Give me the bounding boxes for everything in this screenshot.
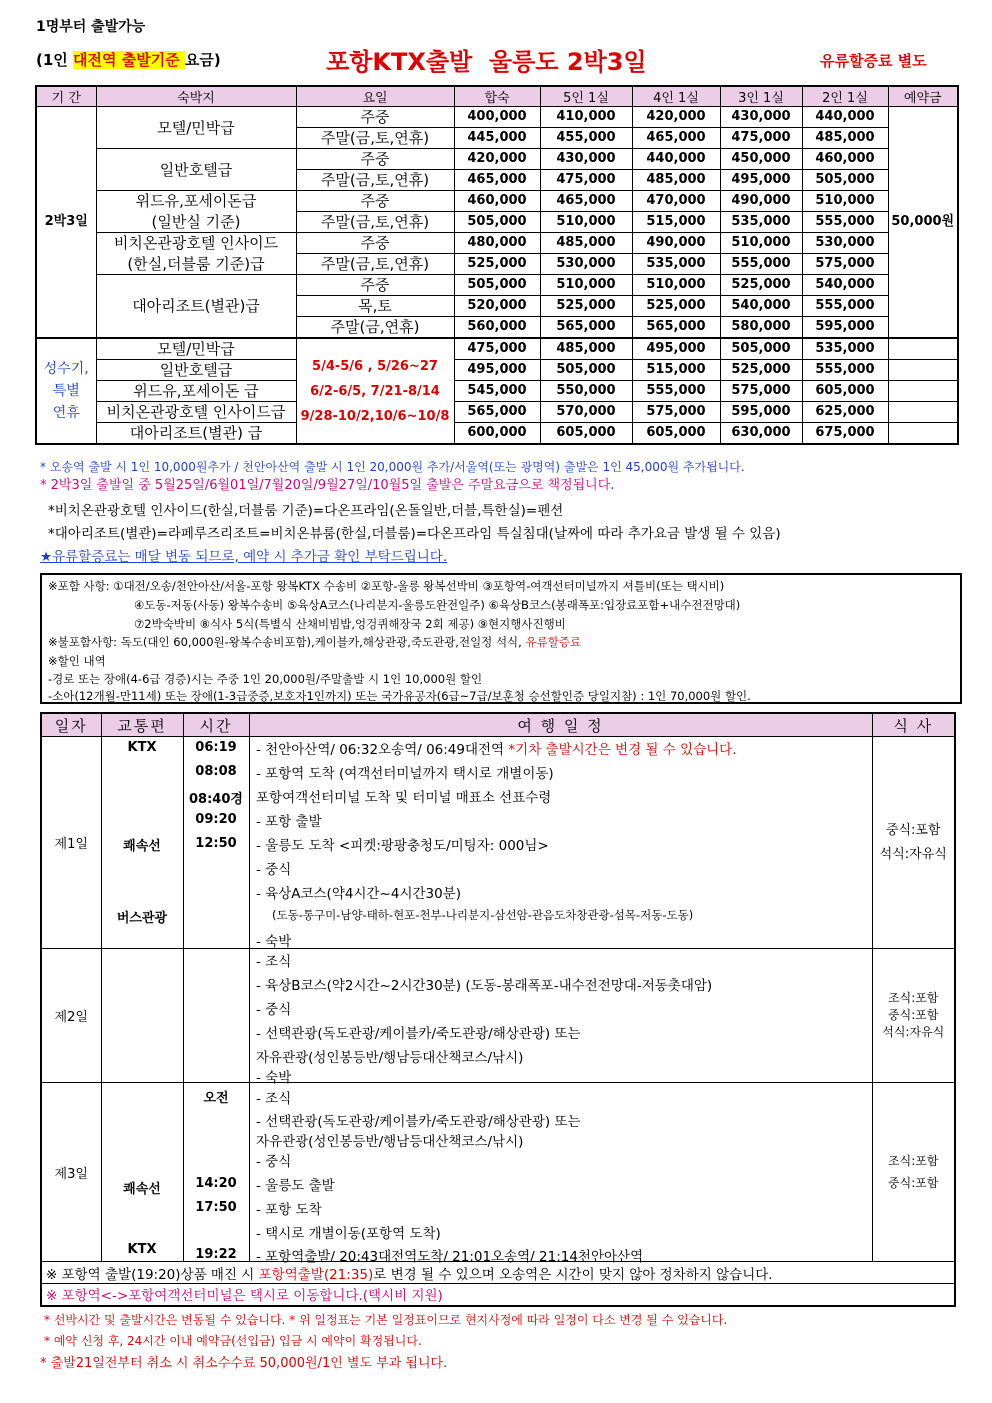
itinerary-text: - 천안아산역/ 06:32오송역/ 06:49대전역 [256,742,509,758]
price-cell: 505,000 [540,360,632,381]
day-cell: 주말(금,토,연휴) [296,128,454,149]
table-row [36,254,958,275]
table-row [36,381,958,402]
time: 오전 [203,1091,229,1106]
day2-label: 제2일 [41,949,101,1083]
price-cell: 560,000 [454,317,540,339]
empty-deposit-cell [888,402,958,423]
itinerary-line: - 중식 [256,862,292,878]
note-station-surcharge: * 오송역 출발 시 1인 10,000원추가 / 천안아산역 출발 시 1인 20,000원 추가/서울역(또는 광명역) 출발은 1인 45,000원 추가됩니다. [40,460,745,474]
price-cell: 550,000 [540,381,632,402]
price-cell: 625,000 [802,402,888,423]
note-daea: *대아리조트(별관)=라페루즈리조트=비치온뷰룸(한실,더블룸)=다온프라임 특실침대(날짜에 따라 추가요금 발생 될 수 있음) [48,526,781,542]
lodging-cell: 위드유,포세이돈급 [96,191,296,212]
time: 17:50 [195,1200,237,1215]
table-row [36,360,958,381]
header-deposit: 예약금 [888,86,958,107]
meal-line: 중식:포함 [885,822,941,838]
day3-label: 제3일 [41,1083,101,1262]
schedule-foot-2: ※ 포항역<->포항여객선터미널은 택시로 이동합니다.(택시비 지원) [41,1284,955,1306]
day1-bus: 버스관광 [116,911,168,926]
price-cell: 485,000 [802,128,888,149]
itinerary-line: - 육상B코스(약2시간~2시간30분) (도동-봉래폭포-내수전전망대-저동촛대암) [256,978,713,994]
header-3p: 3인 1실 [720,86,802,107]
included-line-2: ④도동-저동(사동) 왕복수송비 ⑤육상A코스(나리분지-울릉도완전일주) ⑥육상B코스(봉래폭포:입장료포함+내수전전망대) [134,598,741,612]
table-row [36,191,958,212]
price-cell: 495,000 [720,170,802,191]
price-cell: 530,000 [540,254,632,275]
day-cell: 주중 [296,191,454,212]
price-cell: 600,000 [454,423,540,445]
itinerary-line: - 육상A코스(약4시간~4시간30분) [256,886,462,902]
price-cell: 495,000 [454,360,540,381]
peak-date-line: 9/28-10/2,10/6~10/8 [300,408,450,424]
day-cell: 주말(금,토,연휴) [296,212,454,233]
table-row [36,212,958,233]
price-cell: 565,000 [540,317,632,339]
itinerary-line: - 포항역출발/ 20:43대전역도착/ 21:01오송역/ 21:14천안아산역 [256,1249,644,1265]
price-cell: 505,000 [802,170,888,191]
footer-note-2: * 예약 신청 후, 24시간 이내 예약금(선입금) 입금 시 예약이 확정됩니다. [44,1334,422,1348]
discount-senior: -경로 또는 장애(4-6급 경증)시는 주중 1인 20,000원/주말출발 시 1인 10,000원 할인 [48,672,483,686]
lodging-cell: 비치온관광호텔 인사이드 [96,233,296,254]
itinerary-line: - 택시로 개별이동(포항역 도착) [256,1226,441,1242]
deposit-cell: 50,000원 [888,107,958,339]
header-5p: 5인 1실 [540,86,632,107]
note-weekend-rate: * 2박3일 출발일 중 5월25일/6월01일/7월20일/9월27일/10월5일 출발은 주말요금으로 책정됩니다. [40,478,615,493]
itinerary-line: - 포항역 도착 (여객선터미널까지 택시로 개별이동) [256,766,554,782]
time: 09:20 [195,812,237,827]
price-cell: 455,000 [540,128,632,149]
price-cell: 565,000 [632,317,720,339]
origin-prefix: (1인 [36,51,74,69]
meal-line: 석식:자유식 [882,1025,945,1039]
day-cell: 주말(금,토,연휴) [296,170,454,191]
price-cell: 555,000 [802,212,888,233]
price-cell: 575,000 [802,254,888,275]
price-cell: 480,000 [454,233,540,254]
table-row [36,423,958,445]
price-cell: 510,000 [540,212,632,233]
price-cell: 605,000 [540,423,632,445]
price-cell: 485,000 [632,170,720,191]
day-cell: 목,토 [296,296,454,317]
empty-deposit-cell [888,360,958,381]
table-row [36,107,958,128]
itinerary-line: 자유관광(성인봉등반/행남등대산책코스/낚시) [256,1134,524,1150]
price-cell: 570,000 [540,402,632,423]
header-2p: 2인 1실 [802,86,888,107]
meal-line: 조식:포함 [888,1154,939,1168]
note-beachon: *비치온관광호텔 인사이드(한실,더블룸 기준)=다온프라임(온돌일반,더블,특한실)=펜션 [48,503,564,519]
header-time: 시간 [183,713,249,737]
day1-meals [872,737,955,949]
itinerary-line [256,738,737,758]
price-cell: 525,000 [540,296,632,317]
table-row [36,338,958,360]
day3-times [183,1083,249,1262]
day-cell: 주중 [296,149,454,170]
itinerary-line: 자유관광(성인봉등반/행남등대산책코스/낚시) [256,1050,524,1066]
header-meals: 식 사 [872,713,955,737]
price-cell: 605,000 [632,423,720,445]
price-cell: 465,000 [632,128,720,149]
inclusions-box [40,573,962,704]
excluded-line [48,634,581,650]
day3-ferry: 쾌속선 [123,1182,161,1197]
price-cell: 460,000 [802,149,888,170]
price-cell: 400,000 [454,107,540,128]
peak-dates-cell [296,338,454,444]
peak-period-line: 특별 [52,383,80,399]
price-cell: 510,000 [720,233,802,254]
lodging-cell: 모텔/민박급 [96,107,296,149]
price-cell: 490,000 [632,233,720,254]
itinerary-line: - 포항 도착 [256,1202,322,1218]
day-cell: 주중 [296,107,454,128]
price-cell: 505,000 [454,275,540,296]
day2-transport [101,949,183,1083]
price-cell: 555,000 [802,360,888,381]
price-cell: 445,000 [454,128,540,149]
price-table [35,85,959,445]
price-cell: 525,000 [632,296,720,317]
day-cell: 주중 [296,275,454,296]
price-cell: 525,000 [454,254,540,275]
itinerary-line: - 조식 [256,1091,292,1107]
lodging-cell: 모텔/민박급 [96,338,296,360]
price-cell: 460,000 [454,191,540,212]
lodging-cell: (일반실 기준) [96,212,296,233]
price-cell: 510,000 [632,275,720,296]
day2-times [183,949,249,1083]
price-cell: 525,000 [720,360,802,381]
price-cell: 475,000 [720,128,802,149]
price-cell: 555,000 [632,381,720,402]
peak-period-line: 연휴 [52,405,80,421]
price-cell: 530,000 [802,233,888,254]
price-cell: 535,000 [632,254,720,275]
empty-deposit-cell [888,381,958,402]
footer-note-3: * 출발21일전부터 취소 시 취소수수료 50,000원/1인 별도 부과 됩니다. [40,1356,448,1371]
day3-transport [101,1083,183,1262]
lodging-cell: 일반호텔급 [96,360,296,381]
included-line-3: ⑦2박숙박비 ⑧식사 5식(특별식 산채비빔밥,엉겅퀴해장국 2회 제공) ⑨현지행사진행비 [134,617,566,631]
day3-meals [872,1083,955,1262]
schedule-header-row [41,713,955,737]
header-period: 기 간 [36,86,96,107]
itinerary-line: - 선택관광(독도관광/케이블카/죽도관광/해상관광) 또는 [256,1114,581,1130]
day1-label: 제1일 [41,737,101,949]
price-cell: 505,000 [720,338,802,360]
price-cell: 430,000 [720,107,802,128]
price-cell: 510,000 [540,275,632,296]
day2-meals [872,949,955,1083]
price-cell: 495,000 [632,338,720,360]
itinerary-line: - 울릉도 출발 [256,1178,335,1194]
day-cell: 주중 [296,233,454,254]
itinerary-line: - 중식 [256,1154,292,1170]
price-cell: 465,000 [540,191,632,212]
day-cell: 주말(금,연휴) [296,317,454,339]
lodging-cell: 대아리조트(별관) 급 [96,423,296,445]
lodging-cell: 비치온관광호텔 인사이드급 [96,402,296,423]
meal-line: 중식:포함 [888,1008,939,1022]
price-cell: 545,000 [454,381,540,402]
price-cell: 575,000 [632,402,720,423]
day3-ktx: KTX [127,1242,157,1257]
train-time-warning: *기차 출발시간은 변경 될 수 있습니다. [508,742,737,758]
meal-line: 중식:포함 [888,1176,939,1190]
table-row [36,275,958,296]
top-note: 1명부터 출발가능 [36,19,146,35]
period-2n3d: 2박3일 [36,107,96,339]
price-cell: 485,000 [540,233,632,254]
origin-note [36,49,221,70]
price-cell: 515,000 [632,212,720,233]
table-row [36,149,958,170]
price-cell: 580,000 [720,317,802,339]
discount-child: -소아(12개월-만11세) 또는 장애(1-3급중증,보호자1인까지) 또는 국가유공자(6급~7급/보훈청 승선할인증 당일지참) : 1인 70,000원 할인. [48,689,751,703]
price-cell: 520,000 [454,296,540,317]
meal-line: 석식:자유식 [879,846,947,862]
price-cell: 630,000 [720,423,802,445]
price-header-row [36,86,958,107]
price-cell: 515,000 [632,360,720,381]
day1-ferry: 쾌속선 [123,839,161,854]
peak-date-line: 6/2-6/5, 7/21-8/14 [310,383,440,399]
title-part2: 울릉도 2박3일 [488,48,647,76]
peak-period-line: 성수기, [43,361,89,377]
peak-date-line: 5/4-5/6 , 5/26~27 [312,358,438,374]
time: 08:08 [195,764,237,779]
price-cell: 450,000 [720,149,802,170]
included-line-1: ※포함 사항: ①대전/오송/천안아산/서울-포항 왕복KTX 수송비 ②포항-울릉 왕복선박비 ③포항역-여객선터미널까지 셔틀비(또는 택시비) [48,579,725,593]
itinerary-line: - 울릉도 도착 <피켓:팡팡충청도/미팅자: 000님> [256,838,549,854]
price-cell: 440,000 [632,149,720,170]
itinerary-line: - 숙박 [256,934,292,950]
price-cell: 475,000 [454,338,540,360]
note-fuel-surcharge: ★유류할증료는 매달 변동 되므로, 예약 시 추가금 확인 부탁드립니다. [40,549,448,565]
price-cell: 540,000 [802,275,888,296]
price-cell: 505,000 [454,212,540,233]
header-shared: 합숙 [454,86,540,107]
meal-line: 조식:포함 [888,991,939,1005]
price-cell: 420,000 [632,107,720,128]
price-cell: 485,000 [540,338,632,360]
price-cell: 540,000 [720,296,802,317]
itinerary-line: - 포항 출발 [256,814,322,830]
price-cell: 490,000 [720,191,802,212]
day-cell: 주말(금,토,연휴) [296,254,454,275]
price-cell: 430,000 [540,149,632,170]
price-cell: 535,000 [802,338,888,360]
foot1-c: 로 변경 될 수 있으며 오송역은 시간이 맞지 않아 정차하지 않습니다. [373,1266,773,1283]
lodging-cell: 일반호텔급 [96,149,296,191]
price-cell: 565,000 [454,402,540,423]
price-cell: 595,000 [720,402,802,423]
itinerary-line: - 숙박 [256,1070,292,1086]
empty-deposit-cell [888,423,958,445]
price-cell: 420,000 [454,149,540,170]
price-cell: 555,000 [720,254,802,275]
foot1-a: ※ 포항역 출발(19:20)상품 매진 시 [46,1266,259,1283]
day1-ktx: KTX [127,740,157,755]
table-row [36,233,958,254]
itinerary-line: (도동-통구미-남양-태하-현포-천부-나리분지-삼선암-관음도차창관광-섬목-저동-도동) [272,908,694,922]
time: 08:40경 [189,792,243,807]
footer-note-1: * 선박시간 및 출발시간은 변동될 수 있습니다. * 위 일정표는 기본 일정표이므로 현지사정에 따라 일정이 다소 변경 될 수 있습니다. [44,1313,728,1327]
header-date: 일자 [41,713,101,737]
itinerary-line: - 조식 [256,954,292,970]
price-cell: 535,000 [720,212,802,233]
excluded-fuel: 유류할증료 [525,635,582,649]
discount-title: ※할인 내역 [48,654,106,668]
price-cell: 595,000 [802,317,888,339]
header-transport: 교통편 [101,713,183,737]
itinerary-line: 포항여객선터미널 도착 및 터미널 매표소 선표수령 [256,790,552,806]
page-title [326,42,647,77]
origin-suffix: 요금) [184,51,221,69]
price-cell: 555,000 [802,296,888,317]
itinerary-line: - 중식 [256,1002,292,1018]
price-cell: 475,000 [540,170,632,191]
schedule-foot-row-2 [41,1284,955,1306]
header-itinerary: 여 행 일 정 [249,713,872,737]
header-lodging: 숙박지 [96,86,296,107]
price-cell: 675,000 [802,423,888,445]
peak-period-cell [36,338,96,444]
fuel-note: 유류할증료 별도 [820,52,927,70]
lodging-cell: (한실,더블룸 기준)급 [96,254,296,275]
price-cell: 470,000 [632,191,720,212]
time: 19:22 [195,1247,237,1262]
lodging-cell: 위드유,포세이돈 급 [96,381,296,402]
origin-highlight: 대전역 출발기준 [73,51,185,69]
price-cell: 575,000 [720,381,802,402]
time: 14:20 [195,1176,237,1191]
price-cell: 410,000 [540,107,632,128]
table-row [36,402,958,423]
time: 12:50 [195,836,237,851]
price-cell: 440,000 [802,107,888,128]
header-4p: 4인 1실 [632,86,720,107]
lodging-cell: 대아리조트(별관)급 [96,275,296,339]
header-day: 요일 [296,86,454,107]
time: 06:19 [195,740,237,755]
itinerary-line: - 선택관광(독도관광/케이블카/죽도관광/해상관광) 또는 [256,1026,581,1042]
price-cell: 465,000 [454,170,540,191]
price-cell: 525,000 [720,275,802,296]
title-part1: 포항KTX출발 [326,48,473,76]
excluded-text: ※불포함사항: 독도(대인 60,000원-왕복수송비포함),케이블카,해상관광,죽도관광,전일정 석식, [48,635,526,649]
price-cell: 510,000 [802,191,888,212]
price-cell: 605,000 [802,381,888,402]
foot1-b: 포항역출발(21:35) [258,1266,374,1283]
